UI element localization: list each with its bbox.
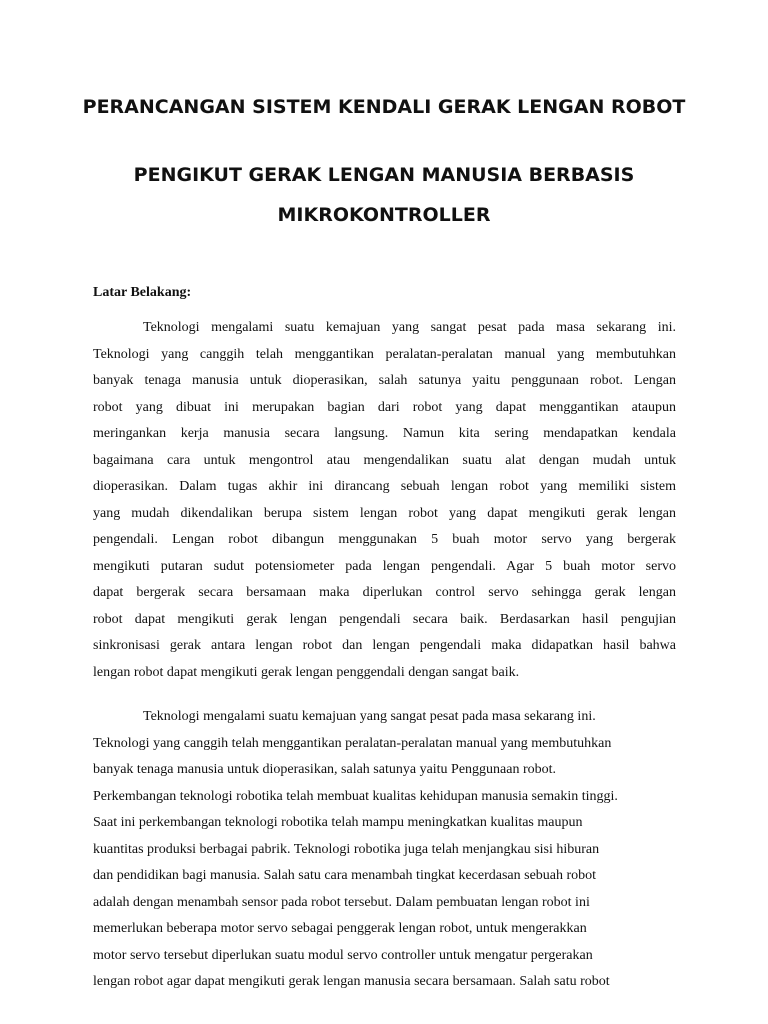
paragraph-line: Saat ini perkembangan teknologi robotika telah mampu meningkatkan kualitas maupun bbox=[93, 815, 583, 830]
paragraph-line: motor servo tersebut diperlukan suatu modul servo controller untuk mengatur pergerakan bbox=[93, 947, 593, 963]
paragraph-line: Teknologi yang canggih telah menggantikan peralatan-peralatan manual yang membutuhkan bbox=[93, 346, 676, 362]
paragraph-line: Teknologi mengalami suatu kemajuan yang sangat pesat pada masa sekarang ini. bbox=[143, 709, 596, 724]
paragraph-line: yang mudah dikendalikan berupa sistem lengan robot yang dapat mengikuti gerak lengan bbox=[93, 505, 676, 521]
paragraph-line: banyak tenaga manusia untuk dioperasikan, salah satunya yaitu Penggunaan robot. bbox=[93, 762, 557, 777]
paragraph-line: kuantitas produksi berbagai pabrik. Teknologi robotika juga telah menjangkau sisi hiburan bbox=[93, 841, 600, 857]
paragraph-line: Teknologi yang canggih telah menggantikan peralatan-peralatan manual yang membutuhkan bbox=[93, 735, 612, 751]
paragraph-line: bagaimana cara untuk mengontrol atau mengendalikan suatu alat dengan mudah untuk bbox=[93, 452, 676, 468]
paragraph-line: mengikuti putaran sudut potensiometer pada lengan pengendali. Agar 5 buah motor servo bbox=[93, 558, 676, 574]
paragraph-line: adalah dengan menambah sensor pada robot tersebut. Dalam pembuatan lengan robot ini bbox=[93, 894, 590, 910]
title-line-1: PERANCANGAN SISTEM KENDALI GERAK LENGAN ROBOT bbox=[82, 96, 686, 118]
paragraph-line: banyak tenaga manusia untuk dioperasikan, salah satunya yaitu penggunaan robot. Lengan bbox=[93, 373, 676, 388]
title-line-2: PENGIKUT GERAK LENGAN MANUSIA BERBASIS bbox=[133, 164, 635, 186]
paragraph-line: memerlukan beberapa motor servo sebagai penggerak lengan robot, untuk mengerakkan bbox=[93, 921, 587, 936]
paragraph-line: dan pendidikan bagi manusia. Salah satu cara menambah tingkat kecerdasan sebuah robot bbox=[93, 868, 597, 883]
paragraph-line: robot dapat mengikuti gerak lengan pengendali secara baik. Berdasarkan hasil pengujian bbox=[93, 611, 676, 627]
paragraph-line: robot yang dibuat ini merupakan bagian dari robot yang dapat menggantikan ataupun bbox=[93, 399, 676, 415]
paragraph-line: lengan robot dapat mengikuti gerak lengan penggendali dengan sangat baik. bbox=[93, 664, 520, 680]
paragraph-line: pengendali. Lengan robot dibangun menggunakan 5 buah motor servo yang bergerak bbox=[93, 532, 676, 547]
paragraph-line: lengan robot agar dapat mengikuti gerak lengan manusia secara bersamaan. Salah satu robot bbox=[93, 974, 610, 989]
title-line-3: MIKROKONTROLLER bbox=[277, 204, 491, 226]
paragraph-1 bbox=[93, 315, 676, 686]
paragraph-line: Teknologi mengalami suatu kemajuan yang sangat pesat pada masa sekarang ini. bbox=[143, 320, 676, 335]
paragraph-line: dapat bergerak secara bersamaan maka diperlukan control servo sehingga gerak lengan bbox=[93, 585, 676, 600]
section-heading: Latar Belakang: bbox=[93, 285, 192, 300]
paragraph-line: dioperasikan. Dalam tugas akhir ini dirancang sebuah lengan robot yang memiliki sistem bbox=[93, 479, 676, 494]
paragraph-line: Perkembangan teknologi robotika telah membuat kualitas kehidupan manusia semakin tinggi. bbox=[93, 788, 618, 804]
paragraph-line: sinkronisasi gerak antara lengan robot dan lengan pengendali maka didapatkan hasil bahwa bbox=[93, 638, 676, 653]
paragraph-line: meringankan kerja manusia secara langsung. Namun kita sering mendapatkan kendala bbox=[93, 426, 676, 441]
paragraph-2 bbox=[93, 704, 676, 996]
